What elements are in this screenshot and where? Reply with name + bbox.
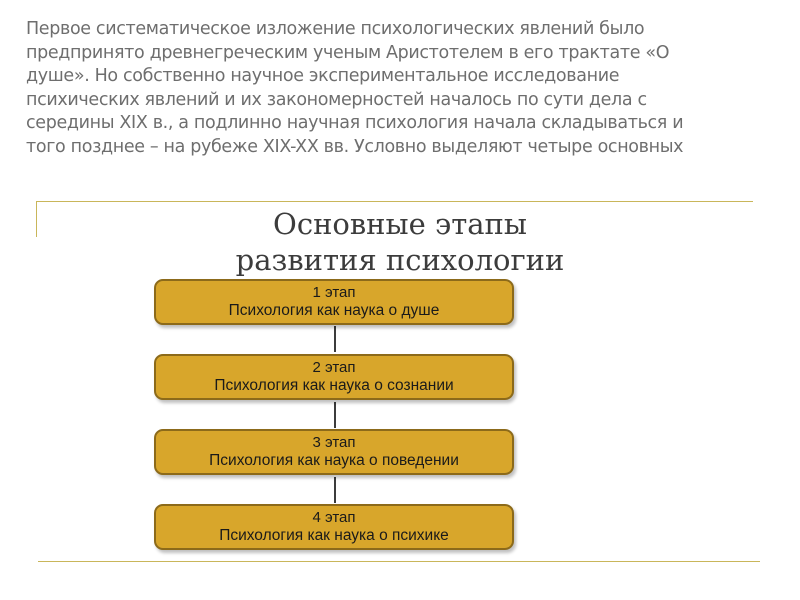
intro-line: середины XIX в., а подлинно научная психология начала складываться и — [26, 113, 684, 133]
connector-line — [334, 326, 336, 352]
stage-description: Психология как наука о поведении — [209, 452, 459, 469]
connector-line — [334, 477, 336, 503]
stage-description: Психология как наука о душе — [228, 302, 440, 319]
stage-box-1 — [154, 279, 514, 325]
stage-label: 3 этап — [312, 434, 356, 451]
stage-label: 4 этап — [312, 509, 356, 526]
slide-frame-left-line — [36, 201, 37, 237]
slide-frame-bottom-line — [38, 561, 760, 562]
intro-line: душе». Но собственно научное экспериментальное исследование — [26, 66, 620, 86]
slide-title — [150, 206, 650, 278]
stage-description: Психология как наука о психике — [219, 527, 449, 544]
intro-line: того позднее – на рубеже XIX-XX вв. Условно выделяют четыре основных — [26, 136, 684, 157]
slide-title-line-2: развития психологии — [235, 243, 565, 277]
stage-box-3 — [154, 429, 514, 475]
stage-box-2 — [154, 354, 514, 400]
stage-label: 2 этап — [312, 359, 356, 376]
intro-line: психических явлений и их закономерностей началось по сути дела с — [26, 89, 647, 110]
intro-line: Первое систематическое изложение психологических явлений было — [26, 19, 645, 39]
slide-frame-top-line — [36, 201, 753, 202]
intro-line: предпринято древнегреческим ученым Аристотелем в его трактате «О — [26, 42, 670, 63]
slide-title-line-1: Основные этапы — [273, 207, 527, 241]
stage-description: Психология как наука о сознании — [214, 377, 454, 394]
intro-paragraph — [26, 18, 780, 159]
connector-line — [334, 402, 336, 428]
stage-label: 1 этап — [312, 284, 356, 301]
stage-box-4 — [154, 504, 514, 550]
